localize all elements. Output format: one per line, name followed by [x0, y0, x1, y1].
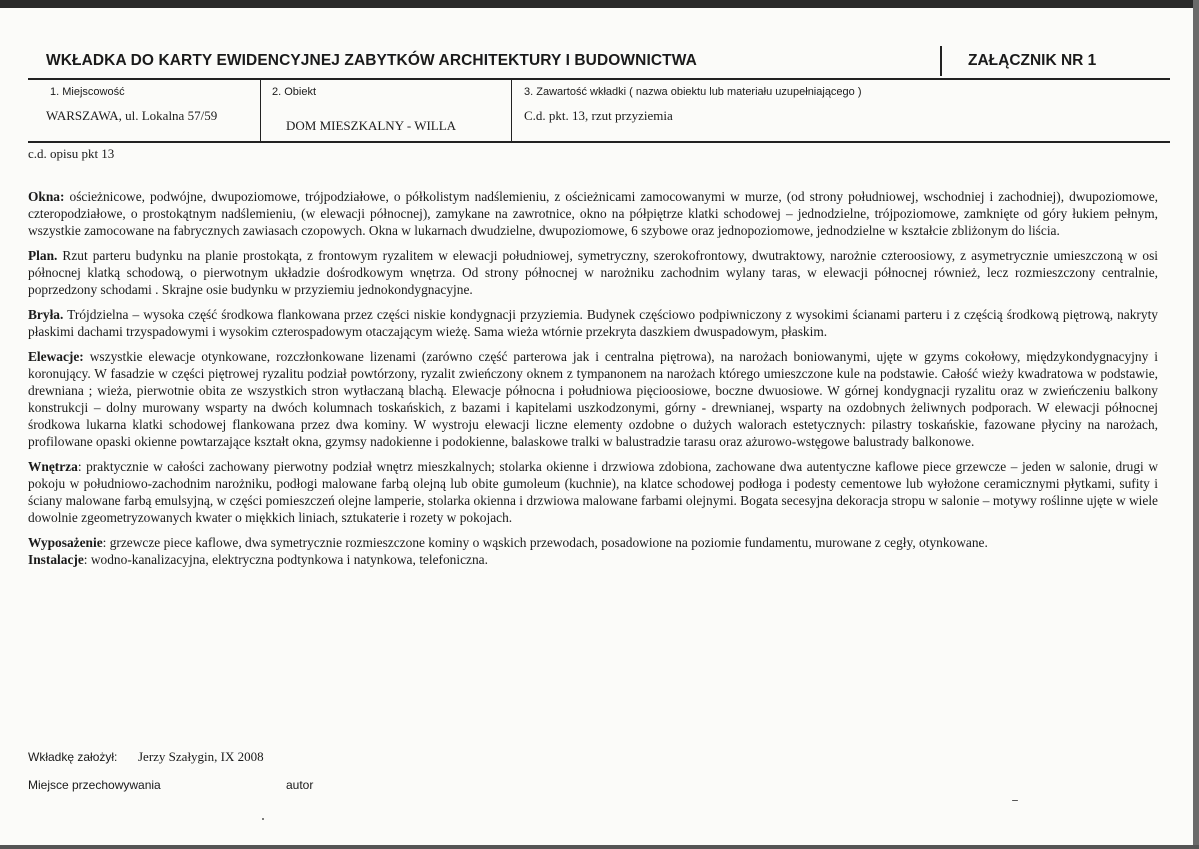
storage-label: Miejsce przechowywania [28, 778, 161, 792]
cell-divider-2 [511, 80, 512, 141]
section-heading: Wyposażenie [28, 535, 103, 550]
section-text: ościeżnicowe, podwójne, dwupoziomowe, trójpodziałowe, o półkolistym nadślemieniu, z ościeżnicami zamocowanymi w murze, (od strony południowej, wschodniej i zachodniej), dwupoziomowe, czteropodziałowe, o prostokątnym nadślemieniu, (w elewacji północnej), zamykane na zawrotnice, okno na półpiętrze klatki schodowej – jednodzielne, trójpoziomowe, zamknięte od góry łukiem pełnym, wszystkie zamocowane na fabrycznych zawiasach czopowych. Okna w lukarnach dwudzielne, dwupoziomowe, 6 szybowe oraz jednopoziomowe, jednodzielne w kształcie zbliżonym do liścia. [28, 189, 1158, 238]
section-text: wszystkie elewacje otynkowane, rozczłonkowane lizenami (zarówno część parterowa jak i centralna piętrowa), na narożach boniowanymi, ujęte w gzyms cokołowy, międzykondygnacyjny i koronujący. W fasadzie w części piętrowej ryzalitu podział powtórzony, ryzalit zwieńczony oknem z tympanonem na narożach którego umieszczone kule na podstawie. Całość wieży kwadratowa w podstawie, drewniana ; wieża, pierwotnie obita ze wszystkich stron wytłaczaną blachą. Elewacje północna i południowa pięcioosiowe, boczne dwuosiowe. W górnej kondygnacji ryzalitu oraz w zwieńczeniu balkony konstrukcji – dolny murowany wsparty na dwóch kolumnach toskańskich, z bazami i kapitelami uszkodzonymi, górny - drewnianej, wsparty na ozdobnych żeliwnych podporach. W elewacji północnej środkowa lukarna klatki schodowej flankowana przez dwa kominy. W wystroju elewacji liczne elementy ozdobne o dużych walorach estetycznych: pilastry toskańskie, fazowane płyciny na narożach, profilowane opaski okienne powtarzające kształt okna, gzymsy nadokienne i podokienne, balaskowe tralki w balustradzie tarasu oraz ażurowo-wstęgowe balustrady balkonowe. [28, 349, 1158, 449]
section-text: Trójdzielna – wysoka część środkowa flankowana przez części niskie kondygnacji przyziemia. Budynek częściowo podpiwniczony z wysokimi ścianami parteru i z częścią środkową piętrową, nakryty płaskimi dachami trzyspadowymi i wysokim czterospadowym otaczającym wieżę. Sama wieża wtórnie przekryta daszkiem dwuspadowym, płaskim. [28, 307, 1158, 339]
page-top-edge [0, 0, 1199, 8]
section-heading: Okna: [28, 189, 65, 204]
section-wnetrza [28, 458, 1158, 526]
section-text: : wodno-kanalizacyjna, elektryczna podtynkowa i natynkowa, telefoniczna. [83, 552, 488, 567]
scan-speck [262, 818, 264, 820]
section-elewacje [28, 348, 1158, 450]
location-value: WARSZAWA, ul. Lokalna 57/59 [46, 108, 218, 123]
contents-label: 3. Zawartość wkładki ( nazwa obiektu lub materiału uzupełniającego ) [524, 86, 862, 98]
page-right-edge [1193, 0, 1199, 849]
form-header [28, 46, 1170, 76]
section-plan [28, 247, 1158, 298]
form-title: WKŁADKA DO KARTY EWIDENCYJNEJ ZABYTKÓW ARCHITEKTURY I BUDOWNICTWA [46, 52, 697, 69]
founded-label: Wkładkę założył: [28, 750, 118, 764]
section-heading: Elewacje: [28, 349, 84, 364]
section-heading: Plan. [28, 248, 58, 263]
founded-value: Jerzy Szałygin, IX 2008 [138, 749, 264, 764]
location-label: 1. Miejscowość [50, 86, 125, 98]
continuation-note: c.d. opisu pkt 13 [28, 146, 115, 161]
section-okna [28, 188, 1158, 239]
section-heading: Instalacje [28, 552, 84, 567]
section-text: Rzut parteru budynku na planie prostokąta, z frontowym ryzalitem w elewacji południowej, symetryczny, szerokofrontowy, dwutraktowy, narożnie czteroosiowy, z asymetrycznie umieszczoną w osi północnej klatką schodową, o pierwotnym układzie dośrodkowym wnętrza. Od strony północnej w narożniku zachodnim wylany taras, w elewacji północnej również, lecz rozmieszczony centralnie, poprzedzony schodami . Skrajne osie budynku w przyziemiu jednokondygnacyjne. [28, 248, 1158, 297]
object-value: DOM MIESZKALNY - WILLA [286, 118, 457, 133]
table-bottom-rule [28, 141, 1170, 143]
section-text: : praktycznie w całości zachowany pierwotny podział wnętrz mieszkalnych; stolarka okienne i drzwiowa zdobiona, zachowane dwa autentyczne kaflowe piece grzewcze – jeden w salonie, drugi w pokoju w południowo-zachodnim narożniku, podłogi malowane farbą olejną lub obite gumoleum (kuchnie), na klatce schodowej podłoga i podesty cementowe lub wyłożone ceramicznymi płytkami, sufity i ściany malowane farbą emulsyjną, w części pomieszczeń olejne lamperie, stolarka okienna i drzwiowa malowane farbami olejnymi. Bogata secesyjna dekoracja stropu w salonie – motywy roślinne ujęte w wiele dowolnie zgeometryzowanych kwater o miękkich liniach, sztukaterie i rozety w pokojach. [28, 459, 1158, 525]
page-bottom-edge [0, 845, 1199, 849]
contents-value: C.d. pkt. 13, rzut przyziemia [524, 108, 673, 123]
section-heading: Bryła. [28, 307, 64, 322]
header-divider [940, 46, 942, 76]
object-label: 2. Obiekt [272, 86, 317, 98]
description-body [28, 188, 1158, 576]
section-text: : grzewcze piece kaflowe, dwa symetrycznie rozmieszczone kominy o wąskich przewodach, posadowione na poziomie fundamentu, murowane z cegły, otynkowane. [102, 535, 988, 550]
scan-speck [1012, 800, 1018, 801]
section-heading: Wnętrza [28, 459, 78, 474]
author-label: autor [286, 778, 314, 792]
annex-number: ZAŁĄCZNIK NR 1 [968, 52, 1097, 69]
section-bryla [28, 306, 1158, 340]
section-instalacje [28, 551, 1158, 568]
cell-divider-1 [260, 80, 261, 141]
section-wyposazenie [28, 534, 1158, 551]
table-top-rule [28, 78, 1170, 80]
